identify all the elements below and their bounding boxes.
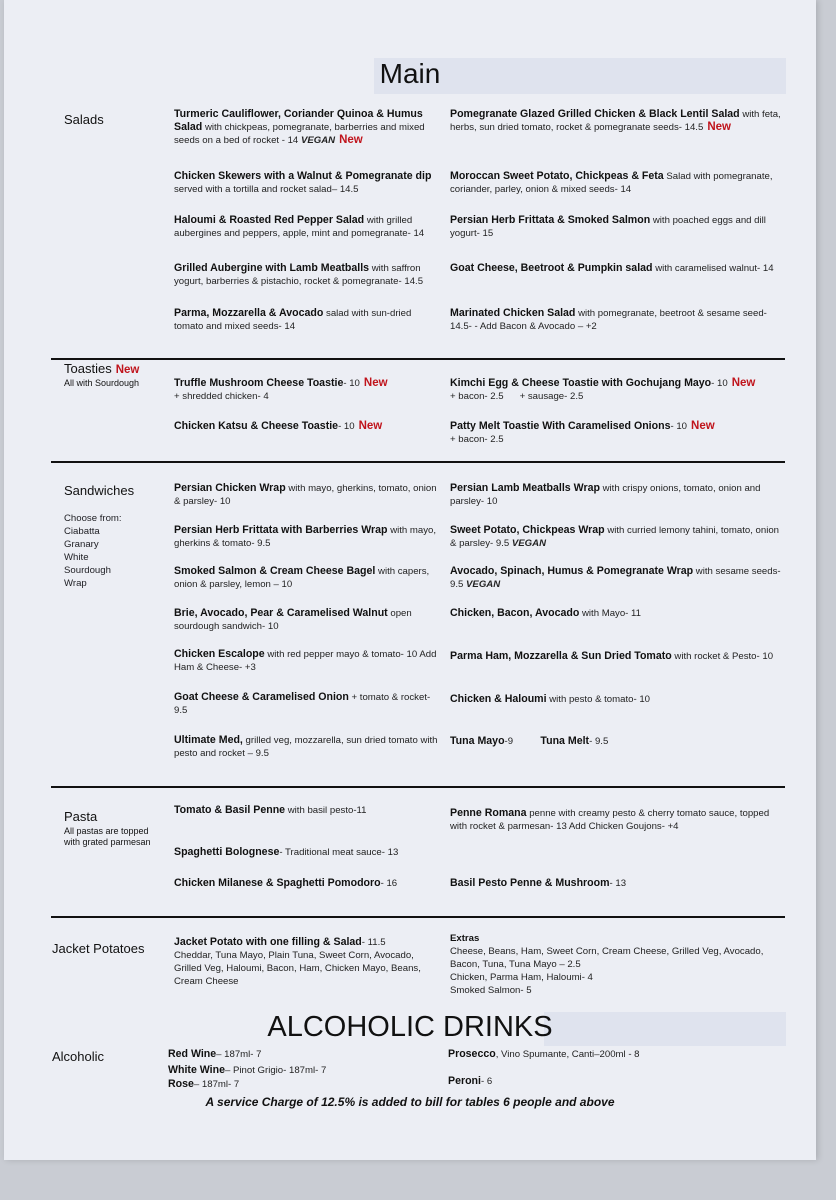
section-alcoholic: Alcoholic <box>52 1049 105 1064</box>
drink-item: Red Wine– 187ml- 7 <box>168 1048 262 1060</box>
menu-title: Main <box>379 58 441 89</box>
section-divider <box>51 358 785 360</box>
pasta-item: Basil Pesto Penne & Mushroom- 13 <box>450 877 627 889</box>
pasta-item: Chicken Milanese & Spaghetti Pomodoro- 16 <box>174 877 398 889</box>
drink-item: Peroni- 6 <box>448 1075 493 1087</box>
toastie-item: Truffle Mushroom Cheese Toastie- 10 New + shredded chicken- 4 <box>174 377 388 402</box>
jacket-item: Jacket Potato with one filling & Salad- 11.5 Cheddar, Tuna Mayo, Plain Tuna, Sweet Corn, Avocado, Grilled Veg, Haloumi, Bacon, Ham, Chicken Mayo, Beans, Cream Cheese <box>174 936 421 987</box>
service-charge-note: A service Charge of 12.5% is added to bill for tables 6 people and above <box>205 1095 615 1109</box>
drinks-title: ALCOHOLIC DRINKS <box>267 1011 553 1043</box>
salad-item: Moroccan Sweet Potato, Chickpeas & Feta Salad with pomegranate, coriander, parley, onion & mixed seeds- 14 <box>450 170 773 195</box>
sandwich-item: Persian Herb Frittata with Barberries Wrap with mayo, gherkins & tomato- 9.5 <box>174 524 437 549</box>
section-pasta: Pasta All pastas are topped with grated parmesan <box>64 809 151 847</box>
section-sandwiches: Sandwiches <box>64 483 135 498</box>
drink-item: White Wine– Pinot Grigio- 187ml- 7 <box>168 1064 327 1076</box>
toastie-item: Kimchi Egg & Cheese Toastie with Gochujang Mayo- 10 New + bacon- 2.5 + sausage- 2.5 <box>450 377 756 402</box>
sandwich-item: Brie, Avocado, Pear & Caramelised Walnut open sourdough sandwich- 10 <box>174 607 412 632</box>
jacket-extras: Extras Cheese, Beans, Ham, Sweet Corn, Cream Cheese, Grilled Veg, Avocado, Bacon, Tuna, Tuna Mayo – 2.5 Chicken, Parma Ham, Haloumi- 4 Smoked Salmon- 5 <box>450 933 764 996</box>
toastie-item: Patty Melt Toastie With Caramelised Onions- 10 New + bacon- 2.5 <box>450 420 715 445</box>
salad-item: Haloumi & Roasted Red Pepper Salad with grilled aubergines and peppers, apple, mint and pomegranate- 14 <box>174 214 425 239</box>
section-divider <box>51 786 785 788</box>
pasta-item: Spaghetti Bolognese- Traditional meat sauce- 13 <box>174 846 399 858</box>
section-salads: Salads <box>64 112 104 127</box>
salad-item: Marinated Chicken Salad with pomegranate, beetroot & sesame seed- 14.5- - Add Bacon & Avocado – +2 <box>450 307 767 332</box>
sandwich-item: Smoked Salmon & Cream Cheese Bagel with capers, onion & parsley, lemon – 10 <box>174 565 430 590</box>
menu-sheet <box>4 0 816 1160</box>
section-divider <box>51 461 785 463</box>
sandwich-item: Parma Ham, Mozzarella & Sun Dried Tomato with rocket & Pesto- 10 <box>450 650 774 662</box>
sandwich-item: Persian Chicken Wrap with mayo, gherkins, tomato, onion & parsley- 10 <box>174 482 437 507</box>
section-jacket-potatoes: Jacket Potatoes <box>52 941 145 956</box>
salad-item: Parma, Mozzarella & Avocado salad with sun-dried tomato and mixed seeds- 14 <box>174 307 412 332</box>
salad-item: Chicken Skewers with a Walnut & Pomegranate dip served with a tortilla and rocket salad– 14.5 <box>174 170 432 195</box>
salad-item: Goat Cheese, Beetroot & Pumpkin salad with caramelised walnut- 14 <box>450 262 774 274</box>
sandwich-item: Sweet Potato, Chickpeas Wrap with curried lemony tahini, tomato, onion & parsley- 9.5 VEGAN <box>450 524 780 549</box>
salad-item: Turmeric Cauliflower, Coriander Quinoa & Humus Salad with chickpeas, pomegranate, barberries and mixed seeds on a bed of rocket - 14 VEGAN New <box>174 108 425 146</box>
salad-item: Pomegranate Glazed Grilled Chicken & Black Lentil Salad with feta, herbs, sun dried tomato, rocket & pomegranate seeds- 14.5 New <box>450 108 781 133</box>
pasta-item: Tomato & Basil Penne with basil pesto-11 <box>174 804 367 816</box>
sandwich-item: Chicken & Haloumi with pesto & tomato- 10 <box>450 693 651 705</box>
bread-choices: Choose from: Ciabatta Granary White Sourdough Wrap <box>64 513 122 589</box>
sandwich-item: Persian Lamb Meatballs Wrap with crispy onions, tomato, onion and parsley- 10 <box>450 482 761 507</box>
drink-item: Rose– 187ml- 7 <box>168 1078 240 1090</box>
salad-item: Grilled Aubergine with Lamb Meatballs with saffron yogurt, barberries & pistachio, rocket & pomegranate- 14.5 <box>174 262 424 287</box>
drink-item: Prosecco, Vino Spumante, Canti–200ml - 8 <box>448 1048 640 1060</box>
sandwich-item: Tuna Mayo-9 Tuna Melt- 9.5 <box>450 735 609 747</box>
sandwich-item: Goat Cheese & Caramelised Onion + tomato & rocket- 9.5 <box>174 691 431 716</box>
salad-item: Persian Herb Frittata & Smoked Salmon with poached eggs and dill yogurt- 15 <box>450 214 766 239</box>
section-toasties: Toasties New All with Sourdough <box>64 361 140 388</box>
pasta-item: Penne Romana penne with creamy pesto & cherry tomato sauce, topped with rocket & parmesan- 13 Add Chicken Goujons- +4 <box>450 807 770 832</box>
section-divider <box>51 916 785 918</box>
sandwich-item: Chicken Escalope with red pepper mayo & tomato- 10 Add Ham & Cheese- +3 <box>174 648 437 673</box>
sandwich-item: Ultimate Med, grilled veg, mozzarella, sun dried tomato with pesto and rocket – 9.5 <box>174 734 438 759</box>
toastie-item: Chicken Katsu & Cheese Toastie- 10 New <box>174 420 383 432</box>
sandwich-item: Chicken, Bacon, Avocado with Mayo- 11 <box>450 607 642 619</box>
sandwich-item: Avocado, Spinach, Humus & Pomegranate Wrap with sesame seeds- 9.5 VEGAN <box>450 565 781 590</box>
